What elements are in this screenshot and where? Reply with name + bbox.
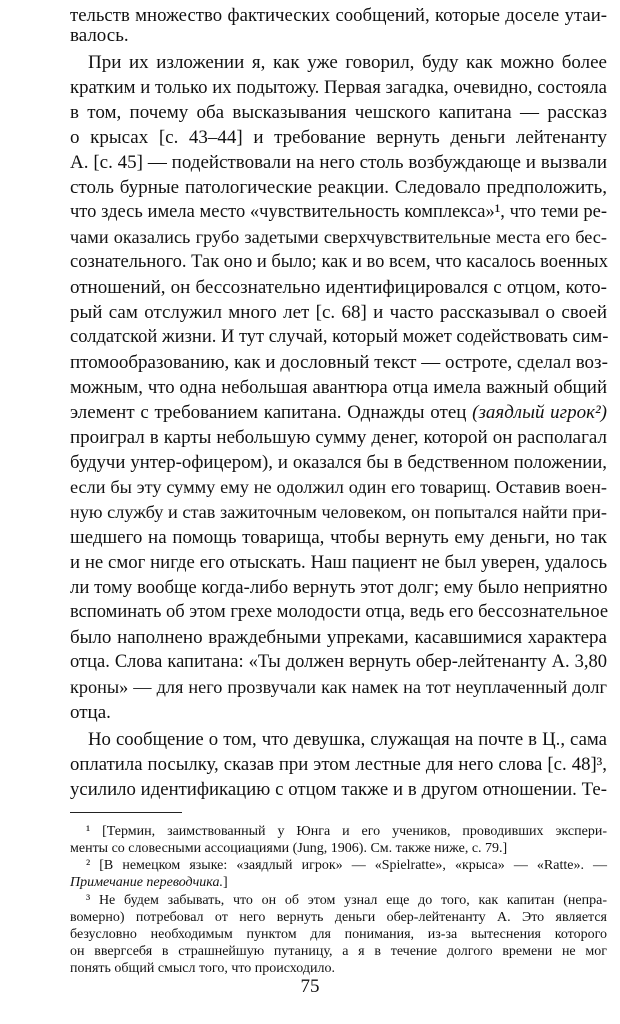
footnote-line: менты со словесными ассоциациями (Jung, 1906). См. также ниже, с. 79.] — [70, 841, 508, 856]
text-line: рый сам отслужил много лет [с. 68] и часто рассказывал о своей — [70, 302, 607, 323]
text-line: что здесь имела место «чувствительность комплекса»¹, что теми ре- — [70, 202, 607, 222]
text-line: кратким и только их подытожу. Первая загадка, очевидно, состояла — [70, 77, 607, 98]
text-line: отца. Слова капитана: «Ты должен вернуть обер-лейтенанту А. 3,80 — [70, 652, 607, 672]
text-line: отношений, он бессознательно идентифицировался с отцом, кото- — [70, 277, 607, 298]
text-line: валось. — [70, 25, 129, 46]
text-line: было наполнено враждебными упреками, касавшимися характера — [70, 627, 607, 648]
text-line: солдатской жизни. И тут случай, который может содействовать сим- — [70, 327, 609, 347]
text-line: птомообразованию, как и дословный текст — остроте, сделал воз- — [70, 352, 608, 373]
footnote-line: вомерно) потребовал от него вернуть деньги обер-лейтенанту А. Это является — [70, 910, 607, 925]
footnote-line: ³ Не будем забывать, что он об этом узнал еще до того, как капитан (непра- — [86, 893, 607, 908]
text-line: вспоминать об этом грехе молодости отца, ведь его бессознательное — [70, 602, 609, 622]
footnote-line: ² [В немецком языке: «заядлый игрок» — «Spielratte», «крыса» — «Ratte». — — [86, 858, 607, 873]
footnote-line: безусловно необходимым пунктом для понимания, из-за вытеснения которого — [70, 927, 607, 942]
text-line: оплатила посылку, сказав при этом лестные для него слова [с. 48]³, — [70, 754, 607, 775]
text-line: в том, почему оба высказывания чешского капитана — рассказ — [70, 102, 607, 123]
text-line: столь бурные патологические реакции. Следовало предположить, — [70, 177, 607, 198]
text-line: тельств множество фактических сообщений, которые доселе утаи- — [70, 5, 607, 26]
text-line: Но сообщение о том, что девушка, служащая на почте в Ц., сама — [88, 729, 607, 750]
footnote-line: понять общий смысл того, что происходило. — [70, 961, 335, 976]
text-line: ную службу и став зажиточным человеком, он попытался найти при- — [70, 502, 607, 522]
text-line: проиграл в карты небольшую сумму денег, которой он располагал — [70, 427, 607, 448]
text-line: ли тому вообще когда-либо вернуть этот долг; ему было неприятно — [70, 577, 608, 598]
text-line: и не смог нигде его отыскать. Наш пациент не был уверен, удалось — [70, 552, 607, 573]
text-line: усилило идентификацию с отцом также и в другом отношении. Те- — [70, 779, 607, 800]
text-line: о крысах [с. 43–44] и требование вернуть деньги лейтенанту — [70, 127, 607, 148]
page-number: 75 — [300, 976, 320, 997]
footnote-line: Примечание переводчика.] — [70, 875, 228, 890]
text-line: отца. — [70, 702, 111, 723]
footnote-divider — [70, 812, 182, 813]
text-line: шедшего на помощь товарища, чтобы вернуть ему деньги, но так — [70, 527, 607, 548]
text-line: элемент с требованием капитана. Однажды отец (заядлый игрок²) — [70, 402, 607, 423]
text-line: будучи унтер-офицером), и оказался бы в бедственном положении, — [70, 452, 607, 473]
text-line: можным, что одна небольшая авантюра отца имела важный общий — [70, 377, 607, 398]
footnote-line: ¹ [Термин, заимствованный у Юнга и его учеников, проводивших экспери- — [86, 824, 607, 839]
text-line: При их изложении я, как уже говорил, буду как можно более — [88, 52, 607, 73]
text-line: кроны» — для него прозвучали как намек на тот неуплаченный долг — [70, 677, 607, 697]
text-line: чами оказались грубо задетыми сверхчувствительные места его бес- — [70, 227, 607, 247]
footnote-line: он ввергсебя в страшнейшую путаницу, а я в течение долгого времени не мог — [70, 944, 607, 959]
text-line: если бы эту сумму ему не одолжил один его товарищ. Оставив воен- — [70, 477, 607, 497]
text-line: сознательного. Так оно и было; как и во всем, что касалось военных — [70, 252, 608, 272]
text-line: А. [с. 45] — подействовали на него столь возбуждающе и вызвали — [70, 152, 607, 173]
